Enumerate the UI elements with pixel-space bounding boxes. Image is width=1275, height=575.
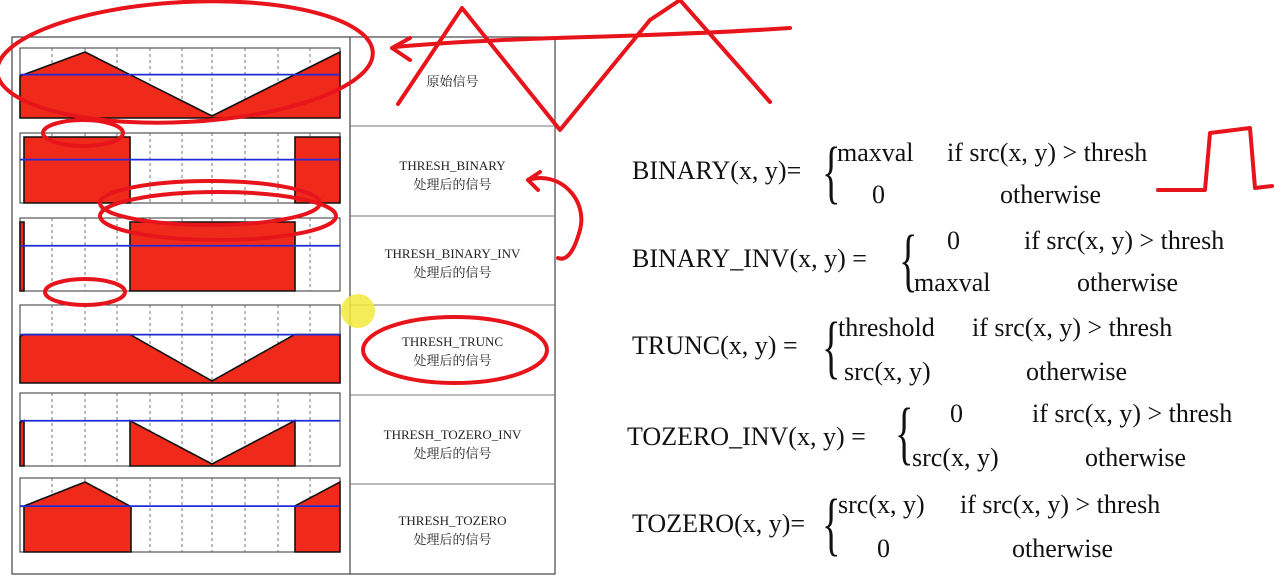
case1-condition: if src(x, y) > thresh [947, 138, 1148, 167]
brace-icon: { [822, 134, 841, 211]
row-label-binary-inv [350, 244, 555, 282]
formula-args: (x, y)= [730, 156, 802, 185]
row-label-en: THRESH_TOZERO [398, 513, 507, 528]
row-label-tozero-inv [350, 425, 555, 463]
row-label-binary [350, 156, 555, 194]
row-label-original [350, 72, 555, 91]
formula-args: (x, y)= [734, 509, 806, 538]
formula-args: (x, y) = [720, 331, 798, 360]
case1-value: maxval [837, 138, 914, 167]
row-label-trunc [350, 332, 555, 370]
row-label-en: THRESH_TRUNC [401, 334, 504, 349]
row-label-tozero [350, 511, 555, 549]
brace-icon: { [895, 395, 914, 472]
row-label-cn: 处理后的信号 [413, 265, 492, 280]
case2-condition: otherwise [1085, 443, 1187, 472]
case2-value: 0 [877, 534, 890, 563]
formula-name: TOZERO [632, 509, 735, 538]
brace-icon: { [822, 309, 841, 386]
row-label-en: THRESH_BINARY [399, 158, 506, 173]
case1-condition: if src(x, y) > thresh [960, 490, 1161, 519]
formula-name: TOZERO_INV [627, 422, 789, 451]
case2-condition: otherwise [1000, 180, 1102, 209]
formula-name: TRUNC [632, 331, 721, 360]
case1-value: src(x, y) [838, 490, 925, 519]
case2-value: 0 [872, 180, 885, 209]
case2-value: maxval [914, 268, 991, 297]
case2-condition: otherwise [1012, 534, 1114, 563]
case1-condition: if src(x, y) > thresh [1024, 226, 1225, 255]
case2-condition: otherwise [1026, 357, 1128, 386]
formula-args: (x, y) = [788, 422, 866, 451]
brace-icon: { [822, 486, 841, 563]
case1-condition: if src(x, y) > thresh [972, 313, 1173, 342]
formula-name: BINARY_INV [632, 244, 790, 273]
row-label-en: THRESH_TOZERO_INV [383, 427, 522, 442]
brace-icon: { [899, 222, 918, 299]
case2-value: src(x, y) [912, 443, 999, 472]
case2-condition: otherwise [1077, 268, 1179, 297]
row-label-cn: 处理后的信号 [413, 353, 492, 368]
formula-args: (x, y) = [789, 244, 867, 273]
case2-value: src(x, y) [844, 357, 931, 386]
formula-name: BINARY [632, 156, 731, 185]
row-label-en: THRESH_BINARY_INV [384, 246, 521, 261]
case1-value: 0 [950, 399, 963, 428]
row-label-cn: 处理后的信号 [413, 446, 492, 461]
case1-condition: if src(x, y) > thresh [1032, 399, 1233, 428]
case1-value: threshold [838, 313, 935, 342]
row-label-cn: 处理后的信号 [413, 532, 492, 547]
row-label-cn: 处理后的信号 [413, 177, 492, 192]
case1-value: 0 [947, 226, 960, 255]
row-label-cn: 原始信号 [426, 74, 479, 89]
